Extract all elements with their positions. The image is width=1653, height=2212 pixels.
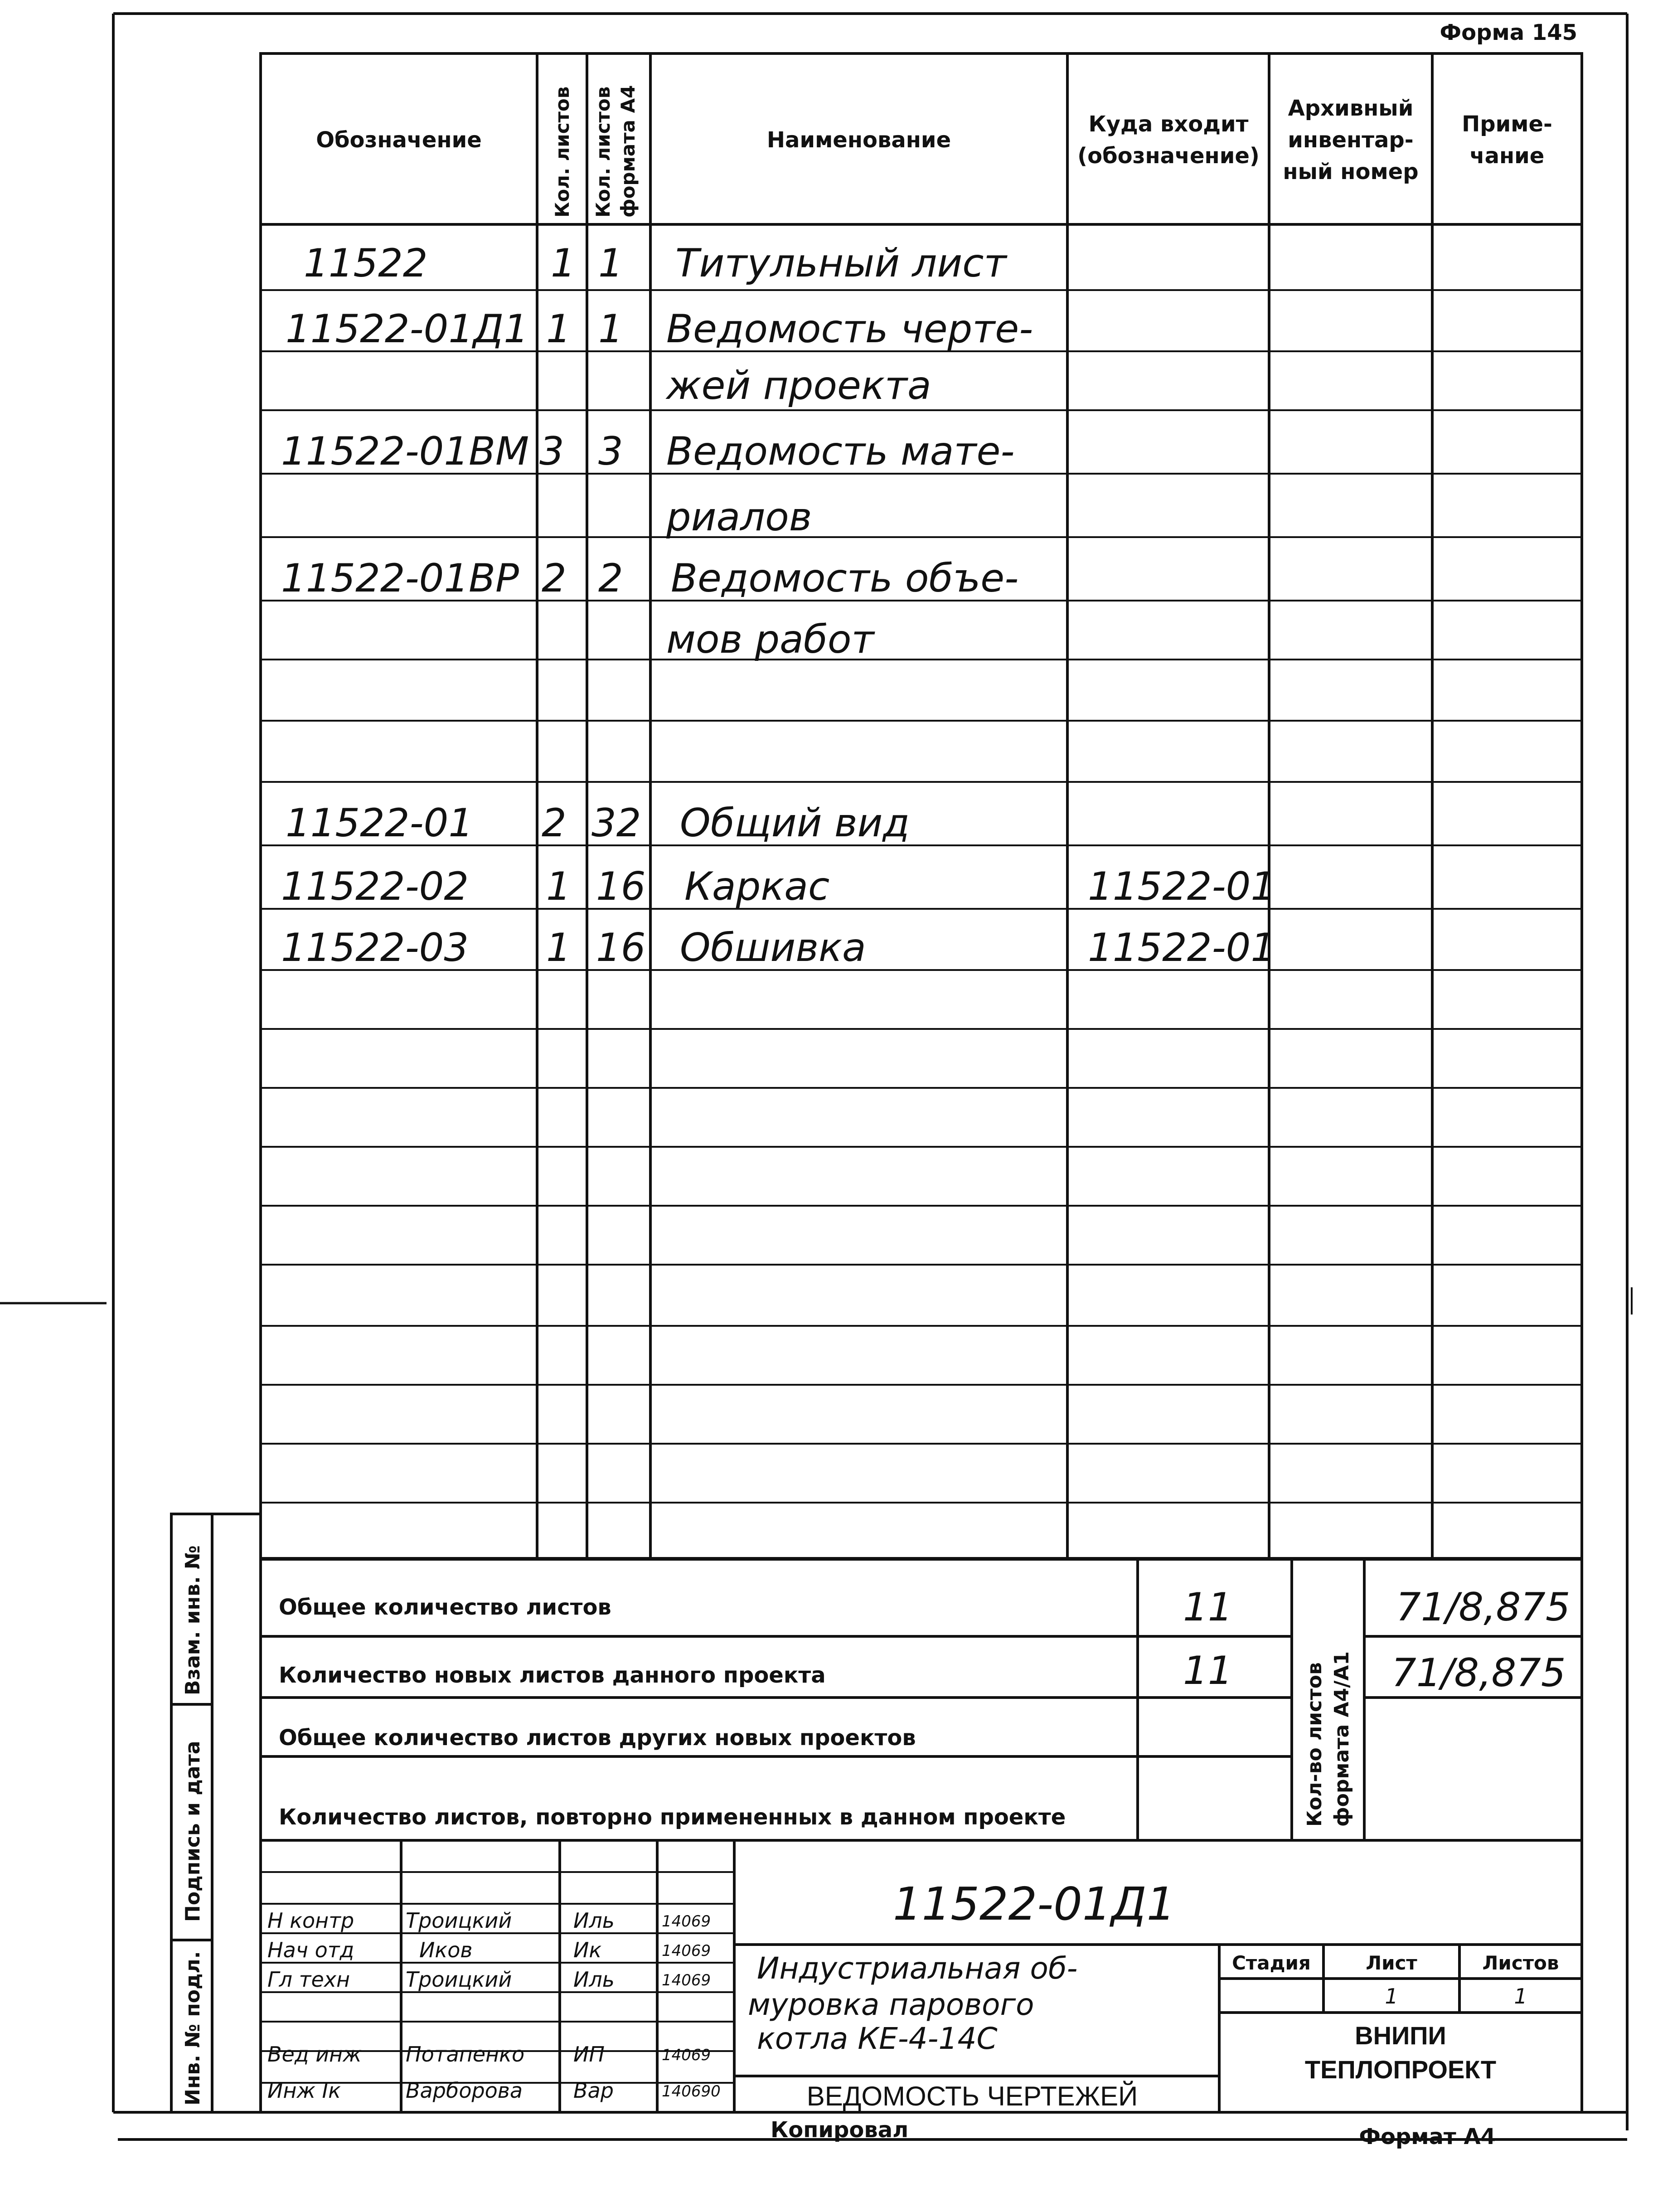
row-sheets: 2	[542, 556, 567, 601]
row-designation: 11522-01ВР	[281, 556, 519, 601]
row-name: Ведомость мате-	[666, 429, 1015, 474]
title-line-1: Индустриальная об-	[757, 1951, 1078, 1986]
header-archive-3: ный номер	[1283, 159, 1419, 184]
row-where: 11522-01	[1088, 864, 1276, 909]
summary-total-label: Общее количество листов	[279, 1595, 611, 1620]
summary-new-value: 11	[1183, 1648, 1233, 1693]
header-a4-count-2: формата А4	[617, 85, 639, 218]
signature-row-1	[267, 1938, 711, 1962]
row-name: Ведомость черте-	[666, 306, 1033, 352]
row-a4: 16	[596, 864, 646, 909]
row-designation: 11522-02	[281, 864, 469, 909]
row-designation: 11522	[304, 241, 428, 286]
signature-mark: Иль	[573, 1908, 615, 1933]
header-where-2: (обозначение)	[1077, 143, 1260, 169]
row-6	[666, 617, 875, 662]
signature-role: Инж Iк	[267, 2078, 341, 2103]
row-sheets: 1	[546, 864, 571, 909]
row-designation: 11522-01Д1	[286, 306, 528, 352]
row-1	[286, 306, 1033, 352]
signature-role: Н контр	[267, 1908, 354, 1933]
row-name: Общий вид	[680, 800, 910, 846]
row-designation: 11522-01	[286, 800, 474, 846]
signature-name: Потапенко	[406, 2042, 525, 2066]
signature-name: Троицкий	[406, 1967, 512, 1992]
signature-mark: Ик	[573, 1938, 602, 1962]
side-label-sign: Подпись и дата	[181, 1741, 204, 1922]
signature-date: 14069	[662, 1942, 711, 1960]
row-name: мов работ	[666, 617, 874, 662]
signature-name: Троицкий	[406, 1908, 512, 1933]
signature-row-0	[267, 1908, 711, 1933]
table-header	[316, 85, 1552, 218]
row-sheets: 1	[546, 306, 571, 352]
row-a4: 2	[598, 556, 623, 601]
row-a4: 16	[596, 925, 646, 970]
side-label-inv: Инв. № подл.	[181, 1951, 204, 2105]
signature-name: Варборова	[406, 2078, 523, 2103]
row-sheets: 2	[542, 800, 567, 846]
signature-date: 14069	[662, 1971, 711, 1989]
row-sheets: 1	[546, 925, 571, 970]
row-11	[281, 925, 1275, 970]
org-line-2: ТЕПЛОПРОЕКТ	[1304, 2055, 1497, 2084]
form-label: Форма 145	[1440, 20, 1577, 45]
row-designation: 11522-01ВМ	[281, 429, 529, 474]
signature-date: 14069	[662, 1912, 711, 1931]
summary-total-a4: 71/8,875	[1396, 1585, 1571, 1630]
row-a4: 1	[598, 306, 623, 352]
header-note-2: чание	[1469, 143, 1545, 169]
summary-a4-label-1: Кол-во листов	[1303, 1662, 1326, 1827]
row-2	[665, 363, 931, 408]
row-4	[666, 495, 812, 540]
summary-total-value: 11	[1183, 1585, 1233, 1630]
sheet-label: Лист	[1366, 1952, 1417, 1974]
sheet-value: 1	[1385, 1984, 1398, 2008]
row-a4: 32	[591, 800, 641, 846]
doc-code: 11522-01Д1	[893, 1877, 1176, 1931]
signature-role: Нач отд	[267, 1938, 354, 1962]
signature-date: 14069	[662, 2046, 711, 2064]
org-line-1: ВНИПИ	[1355, 2021, 1446, 2050]
row-name: Обшивка	[680, 925, 866, 970]
title-line-2: муровка парового	[748, 1987, 1034, 2022]
title-line-3: котла КЕ-4-14С	[757, 2021, 998, 2056]
signature-row-3	[267, 2042, 711, 2066]
row-0	[304, 241, 1008, 286]
header-designation: Обозначение	[316, 127, 482, 153]
row-10	[281, 864, 1275, 909]
header-sheet-count: Кол. листов	[551, 86, 573, 218]
row-name: Титульный лист	[675, 241, 1007, 286]
signature-row-2	[267, 1967, 711, 1992]
row-where: 11522-01	[1088, 925, 1276, 970]
row-name: жей проекта	[666, 363, 931, 408]
row-a4: 1	[598, 241, 623, 286]
stage-label: Стадия	[1232, 1952, 1311, 1974]
signature-role: Вед инж	[267, 2042, 362, 2066]
row-name: Каркас	[684, 864, 830, 909]
signature-mark: ИП	[573, 2042, 605, 2066]
header-archive-2: инвентар-	[1288, 127, 1414, 153]
row-3	[281, 429, 1015, 474]
summary-a4-label-2: формата А4/А1	[1330, 1651, 1353, 1827]
sheets-label: Листов	[1482, 1952, 1559, 1974]
summary-new-label: Количество новых листов данного проекта	[279, 1663, 826, 1688]
summary-other-label: Общее количество листов других новых проектов	[279, 1725, 916, 1751]
signature-mark: Вар	[573, 2078, 614, 2103]
doc-title: ВЕДОМОСТЬ ЧЕРТЕЖЕЙ	[806, 2081, 1138, 2111]
signature-mark: Иль	[573, 1967, 615, 1992]
side-label-swap: Взам. инв. №	[181, 1545, 204, 1695]
row-name: Ведомость объе-	[671, 556, 1019, 601]
signature-role: Гл техн	[267, 1967, 350, 1992]
row-9	[286, 800, 910, 846]
row-a4: 3	[598, 429, 623, 474]
header-name: Наименование	[766, 127, 951, 153]
signature-date: 140690	[662, 2082, 721, 2100]
row-name: риалов	[666, 495, 812, 540]
header-note-1: Приме-	[1462, 112, 1552, 137]
row-sheets: 3	[539, 429, 564, 474]
header-where-1: Куда входит	[1088, 112, 1249, 137]
row-sheets: 1	[551, 241, 576, 286]
signature-name: Иков	[419, 1938, 473, 1962]
summary-reused-label: Количество листов, повторно примененных в данном проекте	[279, 1805, 1066, 1830]
row-designation: 11522-03	[281, 925, 469, 970]
header-archive-1: Архивный	[1288, 96, 1414, 121]
footer-copied: Копировал	[771, 2117, 909, 2143]
sheets-value: 1	[1514, 1984, 1527, 2008]
header-a4-count-1: Кол. листов	[592, 86, 614, 218]
summary-new-a4: 71/8,875	[1391, 1650, 1566, 1696]
footer-format: Формат А4	[1359, 2124, 1496, 2149]
